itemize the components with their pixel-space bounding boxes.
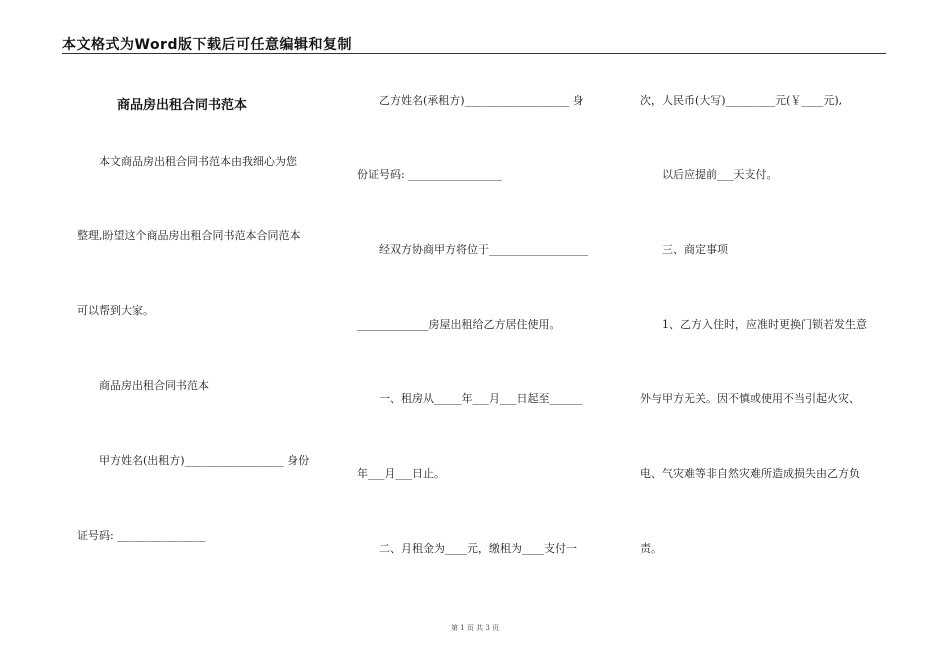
rent-amount-line: 次，人民币(大写)_________元(￥____元),	[640, 94, 843, 107]
rent-line: 二、月租金为____元，缴租为____支付一	[357, 542, 577, 555]
clause-line: 电、气灾难等非自然灾难所造成损失由乙方负	[640, 467, 860, 480]
clause-line: 外与甲方无关。因不慎或使用不当引起火灾、	[640, 392, 860, 405]
column-1	[77, 0, 327, 600]
page-number: 第 1 页 共 3 页	[450, 624, 500, 632]
section-heading: 商品房出租合同书范本	[77, 379, 209, 392]
party-b-line: 乙方姓名(承租方)___________________ 身	[357, 94, 584, 107]
payment-notice-line: 以后应提前___天支付。	[640, 168, 778, 181]
column-3	[640, 0, 890, 600]
section-heading: 三、商定事项	[640, 243, 728, 256]
paragraph-line: 本文商品房出租合同书范本由我细心为您	[77, 155, 297, 168]
party-a-line: 甲方姓名(出租方)__________________ 身份	[77, 454, 310, 467]
party-b-id-line: 份证号码: _________________	[357, 168, 502, 181]
paragraph-line: _____________房屋出租给乙方居住使用。	[357, 318, 561, 331]
lease-term-end-line: 年___月___日止。	[357, 467, 445, 480]
lease-term-line: 一、租房从_____年___月___日起至______	[357, 392, 583, 405]
paragraph-line: 整理,盼望这个商品房出租合同书范本合同范本	[77, 229, 301, 242]
document-title: 商品房出租合同书范本	[117, 98, 248, 113]
document-header: 本文格式为Word版下载后可任意编辑和复制	[62, 37, 352, 53]
column-2	[357, 0, 607, 600]
clause-line: 1、乙方入住时，应准时更换门锁若发生意	[640, 318, 867, 331]
party-a-id-line: 证号码: ________________	[77, 529, 206, 542]
clause-line: 责。	[640, 542, 662, 555]
paragraph-line: 经双方协商甲方将位于__________________	[357, 243, 588, 256]
paragraph-line: 可以帮到大家。	[77, 304, 154, 317]
